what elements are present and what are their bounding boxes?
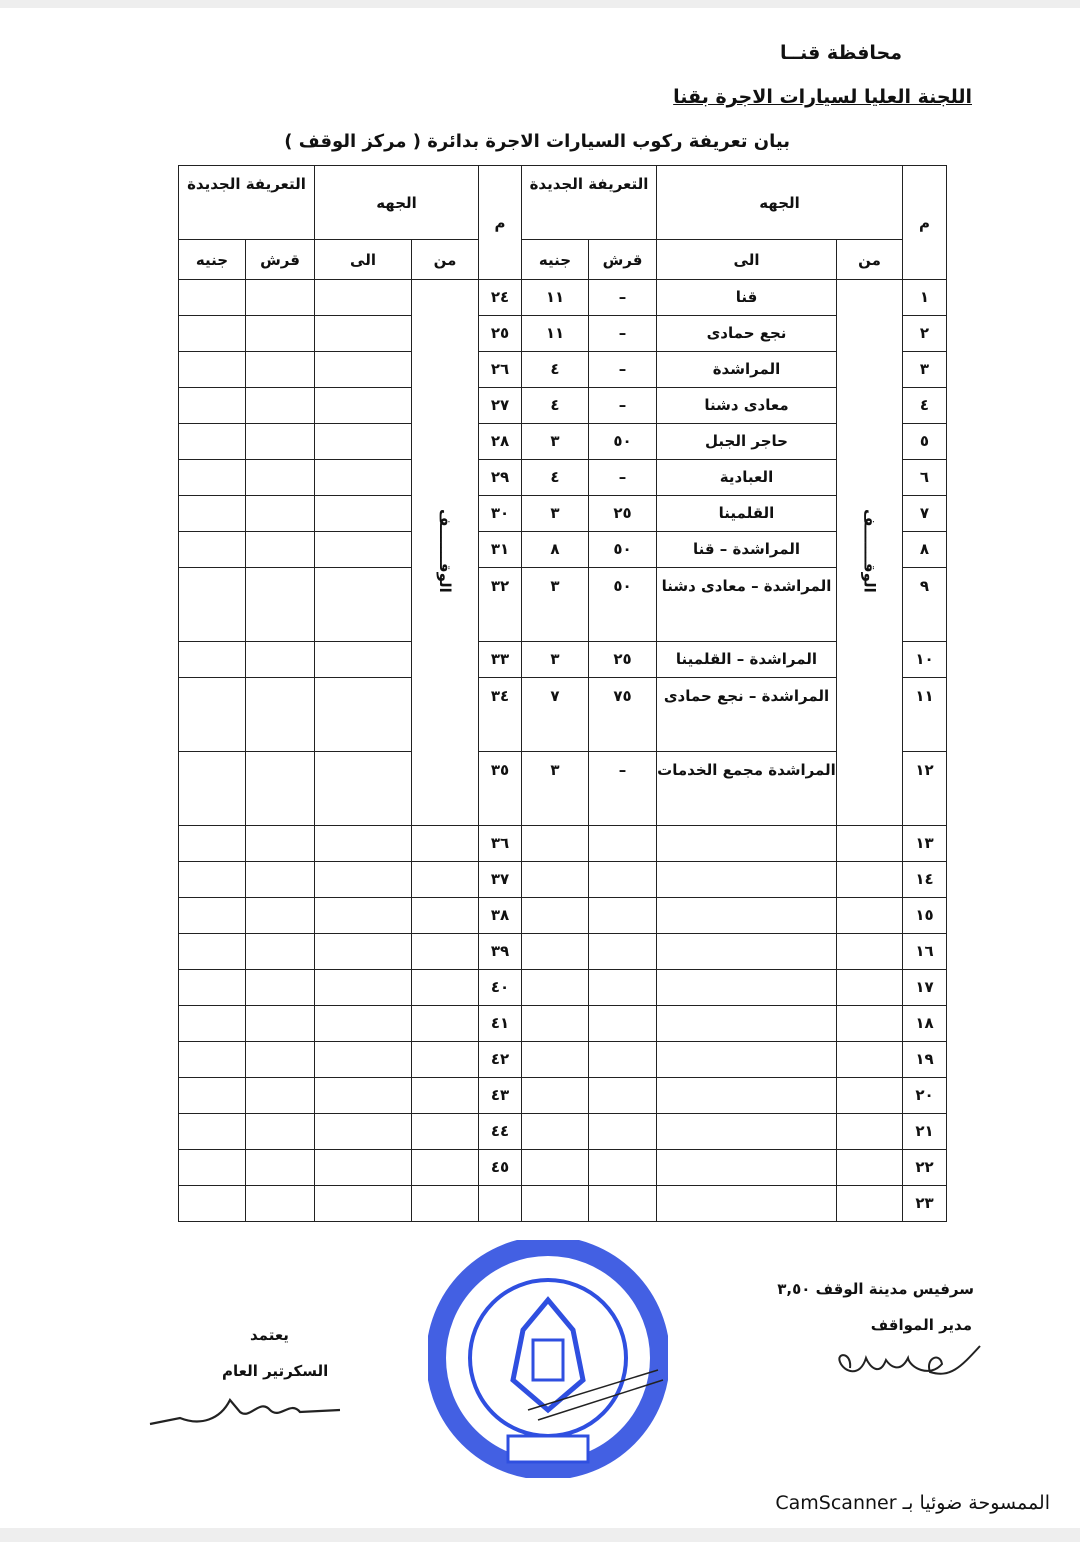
header-no: م	[903, 166, 947, 280]
piaster-cell	[589, 1186, 657, 1222]
pound-cell	[522, 1042, 589, 1078]
pound-cell: ٣	[522, 496, 589, 532]
to-cell	[657, 1006, 837, 1042]
row-number-2: ٤٢	[479, 1042, 522, 1078]
row-number: ٥	[903, 424, 947, 460]
row-number-2: ٣٠	[479, 496, 522, 532]
pound-cell	[522, 1186, 589, 1222]
table-row	[179, 1042, 947, 1078]
pound-cell-2	[179, 1150, 246, 1186]
table-row	[179, 496, 947, 532]
row-number: ٢١	[903, 1114, 947, 1150]
from-cell-2	[412, 1150, 479, 1186]
to-cell: المراشدة – معادى دشنا	[657, 568, 837, 642]
from-cell	[837, 1006, 903, 1042]
piaster-cell: ٥٠	[589, 532, 657, 568]
to-cell-2	[315, 352, 412, 388]
pound-cell	[522, 1114, 589, 1150]
table-row	[179, 424, 947, 460]
to-cell	[657, 1114, 837, 1150]
table-row	[179, 1114, 947, 1150]
from-cell	[837, 1042, 903, 1078]
row-number: ٨	[903, 532, 947, 568]
to-cell: المراشدة	[657, 352, 837, 388]
pound-cell: ٨	[522, 532, 589, 568]
pound-cell-2	[179, 1078, 246, 1114]
piaster-cell: ٢٥	[589, 496, 657, 532]
row-number-2: ٢٧	[479, 388, 522, 424]
to-cell-2	[315, 970, 412, 1006]
piaster-cell: –	[589, 280, 657, 316]
pound-cell	[522, 1078, 589, 1114]
table-row	[179, 568, 947, 642]
from-cell-2	[412, 970, 479, 1006]
row-number: ٢	[903, 316, 947, 352]
piaster-cell	[589, 898, 657, 934]
to-cell-2	[315, 898, 412, 934]
to-cell-2	[315, 424, 412, 460]
piaster-cell-2	[246, 424, 315, 460]
table-row	[179, 1150, 947, 1186]
row-number: ٣	[903, 352, 947, 388]
pound-cell-2	[179, 934, 246, 970]
pound-cell	[522, 934, 589, 970]
from-value: الوقـــــــف	[860, 508, 879, 593]
camscanner-watermark: الممسوحة ضوئيا بـ CamScanner	[775, 1492, 1050, 1514]
pound-cell	[522, 1006, 589, 1042]
approve-label: يعتمد	[250, 1326, 289, 1344]
pound-cell-2	[179, 1042, 246, 1078]
piaster-cell	[589, 826, 657, 862]
row-number: ١٠	[903, 642, 947, 678]
piaster-cell	[589, 862, 657, 898]
row-number: ١١	[903, 678, 947, 752]
to-cell-2	[315, 678, 412, 752]
pound-cell: ١١	[522, 316, 589, 352]
official-stamp	[428, 1240, 668, 1478]
to-cell: المراشدة – قنا	[657, 532, 837, 568]
header-destination-2: الجهه	[315, 166, 479, 240]
table-row	[179, 532, 947, 568]
piaster-cell-2	[246, 316, 315, 352]
pound-cell: ٤	[522, 352, 589, 388]
piaster-cell-2	[246, 1114, 315, 1150]
table-row	[179, 352, 947, 388]
to-cell-2	[315, 388, 412, 424]
pound-cell: ٣	[522, 568, 589, 642]
header-piaster-2: قرش	[246, 240, 315, 280]
header-new-fare-2: التعريفة الجديدة	[179, 166, 315, 240]
table-row	[179, 280, 947, 316]
pound-cell: ٧	[522, 678, 589, 752]
pound-cell: ٣	[522, 642, 589, 678]
from-cell	[837, 280, 903, 826]
pound-cell	[522, 862, 589, 898]
header-destination: الجهه	[657, 166, 903, 240]
pound-cell-2	[179, 678, 246, 752]
pound-cell-2	[179, 826, 246, 862]
row-number-2: ٣٦	[479, 826, 522, 862]
row-number-2: ٣٨	[479, 898, 522, 934]
from-cell	[837, 862, 903, 898]
row-number: ١٣	[903, 826, 947, 862]
row-number-2: ٤٥	[479, 1150, 522, 1186]
from-cell	[837, 1078, 903, 1114]
row-number-2: ٢٩	[479, 460, 522, 496]
to-cell-2	[315, 316, 412, 352]
from-cell	[837, 1150, 903, 1186]
from-cell-2	[412, 898, 479, 934]
to-cell	[657, 1186, 837, 1222]
table-row	[179, 388, 947, 424]
from-cell-2	[412, 1114, 479, 1150]
row-number-2: ٢٤	[479, 280, 522, 316]
piaster-cell-2	[246, 496, 315, 532]
table-row	[179, 934, 947, 970]
secretary-general-title: السكرتير العام	[222, 1362, 329, 1380]
to-cell-2	[315, 1114, 412, 1150]
from-cell-2	[412, 1078, 479, 1114]
table-row	[179, 1186, 947, 1222]
header-from: من	[837, 240, 903, 280]
pound-cell-2	[179, 460, 246, 496]
table-row	[179, 1006, 947, 1042]
piaster-cell-2	[246, 1006, 315, 1042]
row-number-2: ٤٠	[479, 970, 522, 1006]
row-number: ١٥	[903, 898, 947, 934]
row-number-2: ٢٦	[479, 352, 522, 388]
pound-cell-2	[179, 898, 246, 934]
piaster-cell: –	[589, 388, 657, 424]
fare-table	[178, 165, 947, 1222]
row-number: ٢٠	[903, 1078, 947, 1114]
pound-cell-2	[179, 424, 246, 460]
piaster-cell	[589, 1150, 657, 1186]
row-number-2: ٢٨	[479, 424, 522, 460]
header-piaster: قرش	[589, 240, 657, 280]
row-number: ١٤	[903, 862, 947, 898]
from-cell-2	[412, 1186, 479, 1222]
piaster-cell: ٥٠	[589, 424, 657, 460]
table-row	[179, 862, 947, 898]
pound-cell	[522, 826, 589, 862]
piaster-cell-2	[246, 1078, 315, 1114]
table-row	[179, 642, 947, 678]
row-number: ٩	[903, 568, 947, 642]
piaster-cell: ٢٥	[589, 642, 657, 678]
to-cell	[657, 1150, 837, 1186]
row-number-2: ٣٢	[479, 568, 522, 642]
from-cell	[837, 826, 903, 862]
header-pound-2: جنيه	[179, 240, 246, 280]
pound-cell-2	[179, 970, 246, 1006]
piaster-cell-2	[246, 752, 315, 826]
row-number-2: ٤٣	[479, 1078, 522, 1114]
scan-top-edge	[0, 0, 1080, 8]
from-cell	[837, 970, 903, 1006]
to-cell: نجع حمادى	[657, 316, 837, 352]
from-cell-2	[412, 934, 479, 970]
scan-bottom-edge	[0, 1528, 1080, 1542]
to-cell-2	[315, 642, 412, 678]
piaster-cell-2	[246, 388, 315, 424]
to-cell-2	[315, 1078, 412, 1114]
row-number-2: ٣٣	[479, 642, 522, 678]
to-cell	[657, 1078, 837, 1114]
table-row	[179, 826, 947, 862]
to-cell-2	[315, 826, 412, 862]
to-cell	[657, 826, 837, 862]
from-cell	[837, 1186, 903, 1222]
row-number-2: ٤٤	[479, 1114, 522, 1150]
to-cell-2	[315, 1006, 412, 1042]
pound-cell-2	[179, 568, 246, 642]
from-cell	[837, 898, 903, 934]
to-cell-2	[315, 496, 412, 532]
piaster-cell	[589, 934, 657, 970]
pound-cell-2	[179, 752, 246, 826]
pound-cell-2	[179, 862, 246, 898]
table-row	[179, 752, 947, 826]
row-number: ١٧	[903, 970, 947, 1006]
row-number-2: ٤١	[479, 1006, 522, 1042]
row-number: ٢٢	[903, 1150, 947, 1186]
header-no-2: م	[479, 166, 522, 280]
pound-cell-2	[179, 388, 246, 424]
table-row	[179, 1078, 947, 1114]
to-cell-2	[315, 532, 412, 568]
piaster-cell	[589, 1042, 657, 1078]
row-number: ١٨	[903, 1006, 947, 1042]
pound-cell: ١١	[522, 280, 589, 316]
pound-cell-2	[179, 642, 246, 678]
to-cell: العبادية	[657, 460, 837, 496]
row-number: ٦	[903, 460, 947, 496]
to-cell-2	[315, 934, 412, 970]
to-cell-2	[315, 460, 412, 496]
piaster-cell-2	[246, 568, 315, 642]
from-cell	[837, 1114, 903, 1150]
piaster-cell-2	[246, 460, 315, 496]
pound-cell-2	[179, 496, 246, 532]
to-cell	[657, 862, 837, 898]
pound-cell: ٣	[522, 424, 589, 460]
pound-cell-2	[179, 1186, 246, 1222]
pound-cell-2	[179, 280, 246, 316]
from-cell-2	[412, 1006, 479, 1042]
to-cell: حاجر الجبل	[657, 424, 837, 460]
committee-heading: اللجنة العليا لسيارات الاجرة بقنا	[673, 86, 972, 108]
pound-cell-2	[179, 1114, 246, 1150]
to-cell-2	[315, 568, 412, 642]
governorate-heading: محافظة قنــا	[780, 42, 902, 64]
piaster-cell-2	[246, 352, 315, 388]
pound-cell	[522, 1150, 589, 1186]
to-cell-2	[315, 862, 412, 898]
secretary-signature	[140, 1390, 350, 1435]
pound-cell	[522, 970, 589, 1006]
pound-cell: ٣	[522, 752, 589, 826]
pound-cell-2	[179, 316, 246, 352]
to-cell-2	[315, 1150, 412, 1186]
to-cell-2	[315, 1042, 412, 1078]
piaster-cell-2	[246, 532, 315, 568]
piaster-cell-2	[246, 862, 315, 898]
piaster-cell	[589, 1114, 657, 1150]
piaster-cell: –	[589, 460, 657, 496]
piaster-cell-2	[246, 642, 315, 678]
pound-cell-2	[179, 1006, 246, 1042]
row-number-2: ٣٧	[479, 862, 522, 898]
piaster-cell: ٧٥	[589, 678, 657, 752]
row-number: ١٢	[903, 752, 947, 826]
from-cell-2	[412, 862, 479, 898]
piaster-cell-2	[246, 678, 315, 752]
piaster-cell: –	[589, 352, 657, 388]
pound-cell-2	[179, 532, 246, 568]
header-to-2: الى	[315, 240, 412, 280]
row-number: ٧	[903, 496, 947, 532]
manager-title: مدير المواقف	[870, 1316, 972, 1334]
header-to: الى	[657, 240, 837, 280]
to-cell-2	[315, 1186, 412, 1222]
row-number-2: ٣٩	[479, 934, 522, 970]
piaster-cell: –	[589, 316, 657, 352]
table-row	[179, 460, 947, 496]
header-new-fare: التعريفة الجديدة	[522, 166, 657, 240]
to-cell-2	[315, 752, 412, 826]
table-row	[179, 970, 947, 1006]
to-cell: معادى دشنا	[657, 388, 837, 424]
to-cell	[657, 1042, 837, 1078]
piaster-cell-2	[246, 1042, 315, 1078]
to-cell	[657, 934, 837, 970]
to-cell: المراشدة – نجع حمادى	[657, 678, 837, 752]
header-pound: جنيه	[522, 240, 589, 280]
from-cell-2	[412, 280, 479, 826]
piaster-cell-2	[246, 280, 315, 316]
pound-cell: ٤	[522, 460, 589, 496]
pound-cell	[522, 898, 589, 934]
to-cell: قنا	[657, 280, 837, 316]
piaster-cell: –	[589, 752, 657, 826]
header-from-2: من	[412, 240, 479, 280]
piaster-cell-2	[246, 970, 315, 1006]
pound-cell-2	[179, 352, 246, 388]
table-row	[179, 898, 947, 934]
to-cell: القلمينا	[657, 496, 837, 532]
service-fare-note: سرفيس مدينة الوقف ٣,٥٠	[777, 1280, 974, 1298]
piaster-cell	[589, 1078, 657, 1114]
piaster-cell-2	[246, 1150, 315, 1186]
to-cell: المراشدة – القلمينا	[657, 642, 837, 678]
row-number: ١	[903, 280, 947, 316]
row-number-2: ٣٥	[479, 752, 522, 826]
row-number: ٤	[903, 388, 947, 424]
from-cell-2	[412, 826, 479, 862]
table-row	[179, 316, 947, 352]
pound-cell: ٤	[522, 388, 589, 424]
piaster-cell	[589, 1006, 657, 1042]
piaster-cell: ٥٠	[589, 568, 657, 642]
to-cell	[657, 898, 837, 934]
row-number: ١٦	[903, 934, 947, 970]
piaster-cell-2	[246, 1186, 315, 1222]
row-number-2: ٣١	[479, 532, 522, 568]
to-cell-2	[315, 280, 412, 316]
row-number-2: ٣٤	[479, 678, 522, 752]
row-number-2: ٢٥	[479, 316, 522, 352]
piaster-cell-2	[246, 826, 315, 862]
row-number: ٢٣	[903, 1186, 947, 1222]
from-value-2: الوقـــــــف	[436, 508, 454, 593]
piaster-cell	[589, 970, 657, 1006]
from-cell-2	[412, 1042, 479, 1078]
manager-signature	[830, 1338, 990, 1388]
to-cell: المراشدة مجمع الخدمات	[657, 752, 837, 826]
piaster-cell-2	[246, 934, 315, 970]
piaster-cell-2	[246, 898, 315, 934]
row-number: ١٩	[903, 1042, 947, 1078]
row-number-2	[479, 1186, 522, 1222]
document-title: بيان تعريفة ركوب السيارات الاجرة بدائرة ( مركز الوقف )	[284, 131, 790, 152]
from-cell	[837, 934, 903, 970]
table-row	[179, 678, 947, 752]
to-cell	[657, 970, 837, 1006]
